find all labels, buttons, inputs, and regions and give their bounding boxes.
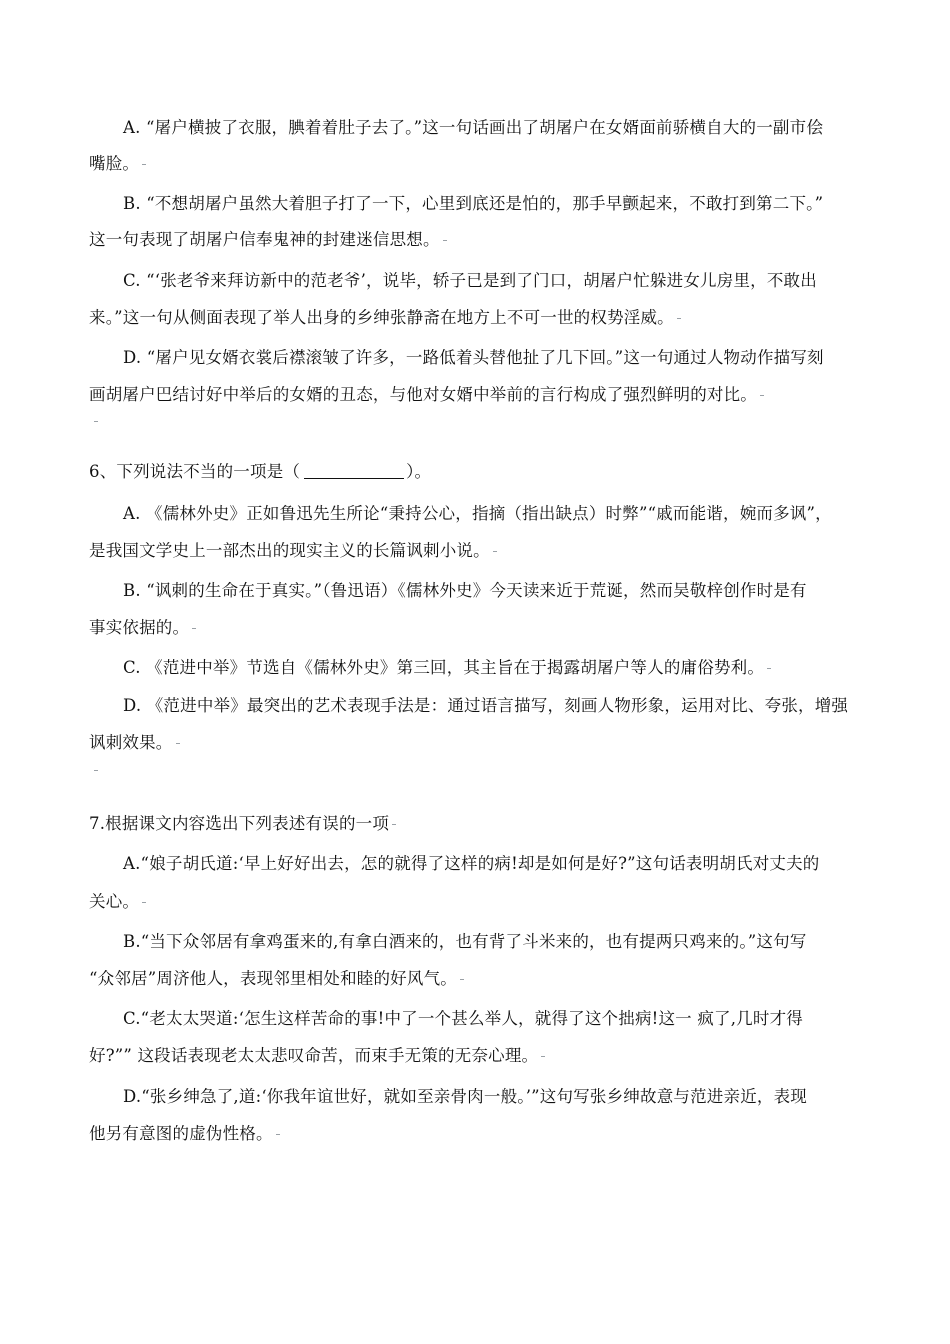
paragraph-mark [493,551,497,552]
q6-option-b-line2-text: 事实依据的。 [89,618,190,637]
paragraph-mark [192,628,196,629]
q6-option-a-line1: A. 《儒林外史》正如鲁迅先生所论“秉持公心，指摘（指出缺点）时弊”“戚而能谐，婉而多讽”， [123,504,832,523]
q6-option-d-line2 [89,732,879,754]
q5-option-c-line1: C. “‘张老爷来拜访新中的范老爷’，说毕，轿子已是到了门口，胡屠户忙躲进女儿房里，不敢出 [123,271,817,290]
q6-option-c-line1 [123,657,879,679]
paragraph-mark [460,979,464,980]
q6-stem [89,461,879,483]
q7-option-b-line2 [89,968,879,990]
q6-option-a-line2-text: 是我国文学史上一部杰出的现实主义的长篇讽刺小说。 [89,541,490,560]
q6-option-d-line2-text: 讽刺效果。 [89,733,173,752]
q6-option-d-line1: D. 《范进中举》最突出的艺术表现手法是：通过语言描写，刻画人物形象，运用对比、夸张，增强 [123,696,849,715]
q5-option-b-line2-text: 这一句表现了胡屠户信奉鬼神的封建迷信思想。 [89,230,440,249]
q5-option-c-line2 [89,307,879,329]
paragraph-mark [392,824,396,825]
q6-option-a-line2 [89,540,879,562]
q7-option-c-line1: C.“老太太哭道:‘怎生这样苦命的事!中了一个甚么举人，就得了这个拙病!这一 疯了,几时才得 [123,1009,803,1028]
q7-option-b-line1: B.“当下众邻居有拿鸡蛋来的,有拿白酒来的，也有背了斗米来的，也有提两只鸡来的。”这句写 [123,932,807,951]
q5-option-c-line2-text: 来。”这一句从侧面表现了举人出身的乡绅张静斋在地方上不可一世的权势淫威。 [89,308,674,327]
q5-option-d-line1: D. “屠户见女婿衣裳后襟滚皱了许多，一路低着头替他扯了几下回。”这一句通过人物动作描写刻 [123,348,824,367]
q5-option-a-line2 [89,153,879,175]
q7-option-b-line2-text: “众邻居”周济他人，表现邻里相处和睦的好风气。 [89,969,457,988]
empty-paragraph-mark [94,770,98,771]
q6-stem-suffix: ）。 [406,462,432,481]
q7-option-d-line2-text: 他另有意图的虚伪性格。 [89,1124,273,1143]
q7-option-d-line2 [89,1123,879,1145]
q6-option-b-line2 [89,617,879,639]
q6-option-c-line1-text: C. 《范进中举》节选自《儒林外史》第三回，其主旨在于揭露胡屠户等人的庸俗势利。 [123,658,765,677]
q7-option-a-line1: A.“娘子胡氏道:‘早上好好出去，怎的就得了这样的病!却是如何是好?”这句话表明胡氏对丈夫的 [123,854,820,873]
paragraph-mark [176,743,180,744]
paragraph-mark [767,668,771,669]
paragraph-mark [142,164,146,165]
q6-option-b-line1: B. “讽刺的生命在于真实。”（鲁迅语）《儒林外史》今天读来近于荒诞，然而吴敬梓创作时是有 [123,581,807,600]
q7-option-c-line2-text: 好?”” 这段话表现老太太悲叹命苦，而束手无策的无奈心理。 [89,1046,539,1065]
q5-option-d-line2-text: 画胡屠户巴结讨好中举后的女婿的丑态，与他对女婿中举前的言行构成了强烈鲜明的对比。 [89,385,757,404]
paragraph-mark [443,240,447,241]
q7-stem-text: 7.根据课文内容选出下列表述有误的一项 [89,814,390,833]
paragraph-mark [760,395,764,396]
q6-stem-prefix: 6、下列说法不当的一项是（ [89,462,301,481]
paragraph-mark [276,1134,280,1135]
q7-stem [89,813,879,835]
paragraph-mark [142,902,146,903]
q7-option-a-line2 [89,891,879,913]
q7-option-a-line2-text: 关心。 [89,892,140,911]
q7-option-c-line2 [89,1045,879,1067]
q5-option-d-line2 [89,384,879,406]
answer-blank [304,476,404,479]
q5-option-b-line1: B. “不想胡屠户虽然大着胆子打了一下，心里到底还是怕的，那手早颤起来，不敢打到第二下。” [123,194,824,213]
q5-option-a-line2-text: 嘴脸。 [89,154,140,173]
empty-paragraph-mark [94,421,98,422]
q5-option-b-line2 [89,229,879,251]
q7-option-d-line1: D.“张乡绅急了,道:‘你我年谊世好，就如至亲骨肉一般。’”这句写张乡绅故意与范进亲近，表现 [123,1087,807,1106]
q5-option-a-line1: A. “屠户横披了衣服，腆着着肚子去了。”这一句话画出了胡屠户在女婿面前骄横自大的一副市侩 [123,118,824,137]
paragraph-mark [541,1056,545,1057]
paragraph-mark [677,318,681,319]
